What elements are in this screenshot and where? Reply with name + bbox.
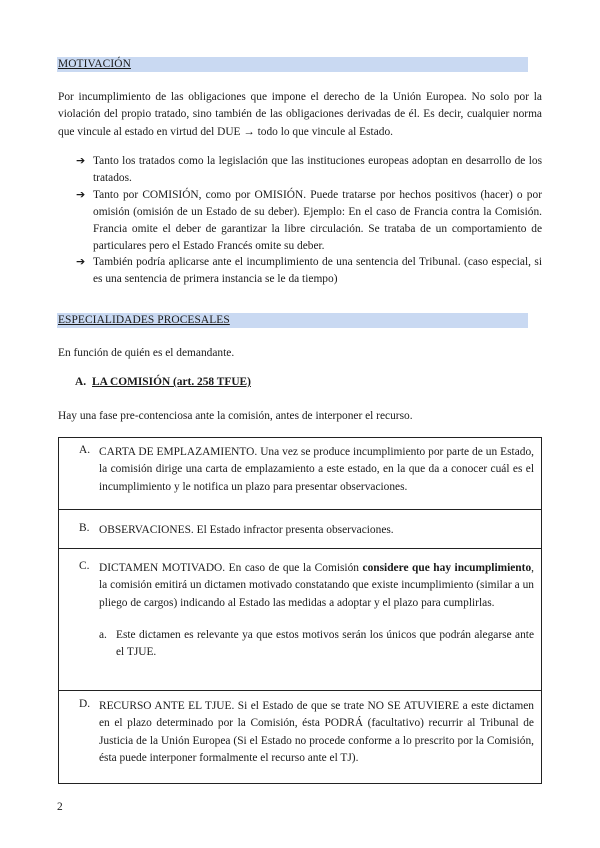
comision-subtitle: [75, 376, 251, 388]
row-text: RECURSO ANTE EL TJUE. Si el Estado de que se trate NO SE ATUVIERE a este dictamen en el plazo determinado por la Comisión, ésta PODRÁ (facultativo) recurrir al Tribunal de Justicia de la Unión Europea (Si el Estado no procede conforme a lo prescrito por la Comisión, ésta puede interponer formalmente el recurso ante el TJ).: [99, 700, 534, 764]
motivacion-bullet-list: [76, 153, 542, 288]
bullet-text: Tanto por COMISIÓN, como por OMISIÓN. Puede tratarse por hechos positivos (hacer) o por omisión (omisión de un Estado de su deber). Ejemplo: En el caso de Francia contra la Comisión. Francia omite el deber de garantizar la libre circulación. Se trataba de un comportamiento de particulares pero el Estado Francés omite su deber.: [93, 188, 542, 252]
bullet-item: [76, 254, 542, 288]
row-text: CARTA DE EMPLAZAMIENTO. Una vez se produce incumplimiento por parte de un Estado, la comisión dirige una carta de emplazamiento a este estado, en la que da a conocer cuál es el incumplimiento y le notifica un plazo para presentar observaciones.: [99, 446, 534, 493]
row-text: OBSERVACIONES. El Estado infractor presenta observaciones.: [99, 524, 394, 536]
subtitle-letter: A.: [75, 376, 87, 388]
arrow-bullet-icon: ➔: [76, 255, 86, 269]
bullet-text: También podría aplicarse ante el incumplimiento de una sentencia del Tribunal. (caso especial, si es una sentencia de primera instancia se le da tiempo): [93, 256, 542, 286]
arrow-bullet-icon: ➔: [76, 154, 86, 167]
row-text-part: , la comisión emitirá un dictamen motivado constatando que existe incumplimiento (similar a un pliego de cargos) indicando al Estado las medidas a adoptar y el plazo para cumplirlas.: [99, 562, 534, 609]
row-text: [99, 560, 534, 612]
row-text-part: DICTAMEN MOTIVADO. En caso de que la Comisión: [99, 562, 363, 574]
demandante-intro: En función de quién es el demandante.: [58, 347, 235, 359]
table-row-dictamen: [59, 549, 541, 691]
bullet-item: [76, 187, 542, 255]
sub-item-letter: a.: [99, 628, 107, 641]
pre-contenciosa-text: Hay una fase pre-contenciosa ante la comisión, antes de interponer el recurso.: [58, 410, 413, 422]
subtitle-text: LA COMISIÓN (art. 258 TFUE): [92, 376, 251, 388]
row-letter: D.: [79, 698, 91, 710]
sub-item: [99, 627, 534, 662]
page-number: 2: [57, 801, 63, 813]
row-letter: A.: [79, 444, 91, 456]
procedure-table: [58, 437, 542, 784]
table-row-carta: [59, 438, 541, 510]
sub-item-text: Este dictamen es relevante ya que estos motivos serán los únicos que podrán alegarse ante el TJUE.: [116, 628, 534, 659]
bullet-text: Tanto los tratados como la legislación que las instituciones europeas adoptan en desarrollo de los tratados.: [93, 155, 542, 184]
row-text-bold: considere que hay incumplimiento: [362, 562, 532, 574]
section-heading-motivacion: [57, 57, 528, 72]
section-title: MOTIVACIÓN: [58, 58, 131, 70]
section-heading-especialidades: [57, 313, 528, 328]
arrow-bullet-icon: ➔: [76, 187, 86, 201]
row-letter: C.: [79, 560, 90, 572]
motivacion-paragraph: Por incumplimiento de las obligaciones que impone el derecho de la Unión Europea. No solo por la violación del propio tratado, sino también de las obligaciones derivadas de él. Es decir, cualquier norma que vincule al estado en virtud del DUE → todo lo que vincule al Estado.: [58, 91, 542, 138]
section-title: ESPECIALIDADES PROCESALES: [58, 314, 230, 326]
bullet-item: [76, 153, 542, 187]
table-row-recurso: [59, 691, 541, 783]
row-letter: B.: [79, 522, 90, 534]
table-row-observaciones: [59, 510, 541, 549]
